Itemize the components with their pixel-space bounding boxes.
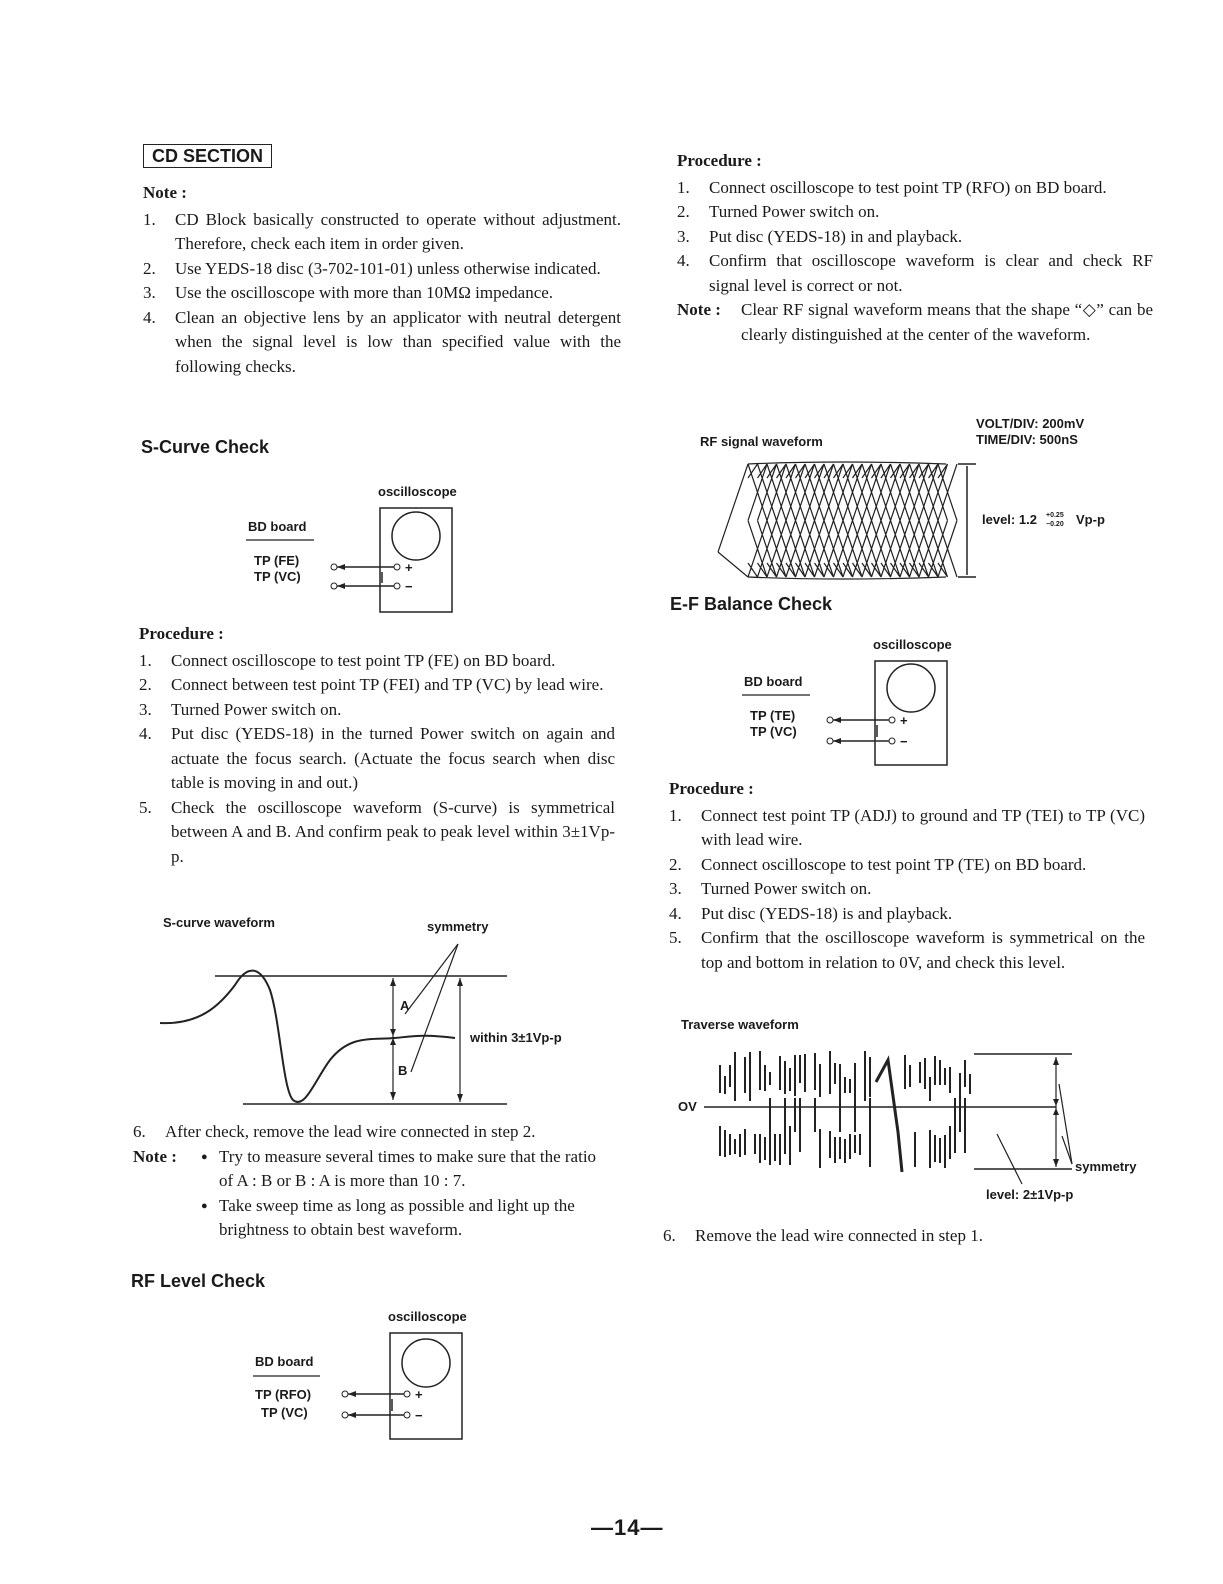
list-item: 5. Check the oscilloscope waveform (S-curve) is symmetrical between A and B. And confirm peak to peak level within 3±1Vp-p. [139,797,615,866]
rflevel-note-text: Clear RF signal waveform means that the shape “◇” can be clearly distinguished at the center of the waveform. [741,300,1153,344]
tp-te-label: TP (TE) [750,708,796,723]
list-item: 4. Put disc (YEDS-18) is and playback. [669,903,953,923]
list-item: 1. Connect oscilloscope to test point TP (RFO) on BD board. [677,177,1107,197]
svg-text:−: − [415,1408,423,1423]
traverse-waveform-title: Traverse waveform [681,1017,799,1032]
svg-text:+: + [405,560,413,575]
ov-label: OV [678,1099,697,1114]
volt-div-label: VOLT/DIV: 200mV [976,416,1085,431]
list-item: 5. Confirm that the oscilloscope waveform is symmetrical on the top and bottom in relation to 0V, and check this level. [669,928,1145,972]
efbalance-after-check [663,1224,1143,1249]
rf-level-label: level: 1.2 [982,512,1037,527]
scurve-steps [139,649,615,870]
svg-text:−: − [900,734,908,749]
note-bullet: ● Try to measure several times to make sure that the ratio of A : B or B : A is more than 10 : 7. [201,1145,613,1194]
svg-text:+: + [900,713,908,728]
tp-fe-label: TP (FE) [254,553,300,568]
svg-text:−: − [405,579,413,594]
rflevel-title: RF Level Check [131,1271,266,1291]
note-label: Note : [133,1146,177,1166]
list-item: 2. Use YEDS-18 disc (3-702-101-01) unless otherwise indicated. [143,258,601,278]
general-notes [143,181,621,379]
traverse-waveform-diagram [676,1012,1146,1212]
scurve-procedure [139,622,615,869]
list-item: 6. Remove the lead wire connected in step 1. [663,1226,983,1245]
list-item: 3. Use the oscilloscope with more than 10MΩ impedance. [143,283,554,302]
oscilloscope-label: oscilloscope [378,484,457,499]
oscilloscope-icon [390,1333,462,1439]
scurve-after-check [133,1120,613,1243]
rf-level-unit: Vp-p [1076,512,1105,527]
note-label: Note : [677,300,721,319]
list-item: 2. Turned Power switch on. [677,202,880,221]
efbalance-procedure [669,777,1145,975]
tp-vc-label: TP (VC) [261,1405,308,1420]
section-title-box [143,146,272,167]
list-item: 4. Confirm that oscilloscope waveform is clear and check RF signal level is correct or not. [677,251,1153,295]
tp-rfo-label: TP (RFO) [255,1387,312,1402]
efbalance-connection-diagram [738,633,968,773]
rflevel-note [677,298,1153,347]
rf-waveform-title: RF signal waveform [700,434,823,449]
scurve-waveform-diagram [155,910,595,1115]
rf-eye-pattern [718,462,957,579]
scurve-waveform-title: S-curve waveform [163,915,275,930]
bd-board-label: BD board [744,674,803,689]
scurve-title: S-Curve Check [141,437,270,457]
list-item: 4. Clean an objective lens by an applicator with neutral detergent when the signal level is low than specified value with the following checks. [143,307,621,376]
list-item: 3. Turned Power switch on. [139,699,342,719]
procedure-label: Procedure : [139,624,224,643]
tp-vc-label: TP (VC) [750,724,797,739]
traverse-level-label: level: 2±1Vp-p [986,1187,1074,1202]
traverse-bars [720,1051,970,1168]
symmetry-label: symmetry [1075,1159,1137,1174]
list-item: 3. Turned Power switch on. [669,879,872,898]
efbalance-steps [669,804,1145,976]
scurve-note [133,1145,613,1243]
section-title: CD SECTION [143,144,272,168]
time-div-label: TIME/DIV: 500nS [976,432,1078,447]
rf-level-tol-minus: −0.20 [1046,521,1064,528]
procedure-label: Procedure : [669,779,754,798]
list-item: 1. Connect oscilloscope to test point TP (FE) on BD board. [139,650,556,670]
bd-board-label: BD board [255,1354,314,1369]
b-label: B [398,1063,408,1078]
scurve-connection-diagram [240,480,470,620]
list-item: 2. Connect between test point TP (FEI) and TP (VC) by lead wire. [139,675,604,694]
tp-vc-label: TP (VC) [254,569,301,584]
bd-board-label: BD board [248,519,307,534]
within-label: within 3±1Vp-p [470,1030,562,1045]
list-item: 2. Connect oscilloscope to test point TP (TE) on BD board. [669,854,1087,874]
list-item: 1. Connect test point TP (ADJ) to ground and TP (TEI) to TP (VC) with lead wire. [669,805,1145,849]
list-item: 3. Put disc (YEDS-18) in and playback. [677,226,963,246]
note-bullet: ● Take sweep time as long as possible and light up the brightness to obtain best waveform. [201,1194,613,1243]
symmetry-label: symmetry [427,919,489,934]
rflevel-connection-diagram [248,1305,478,1445]
page-number: —14— [591,1515,664,1540]
oscilloscope-icon [875,661,947,765]
rf-level-tol-plus: +0.25 [1046,512,1064,519]
list-item: 4. Put disc (YEDS-18) in the turned Power switch on again and actuate the focus search. (Actuate the focus search when disc table is moving in and out.) [139,724,615,792]
list-item: 6. After check, remove the lead wire connected in step 2. [133,1122,536,1141]
scurve-step-6 [133,1120,613,1145]
rflevel-steps [677,176,1153,299]
oscilloscope-label: oscilloscope [873,637,952,652]
oscilloscope-label: oscilloscope [388,1309,467,1324]
notes-list [143,208,621,380]
rf-eye-lines [718,464,957,577]
a-label: A [400,998,410,1013]
procedure-label: Procedure : [677,151,762,170]
rflevel-procedure [677,149,1153,347]
notes-label: Note : [143,183,187,202]
traverse-bar-lines [720,1051,970,1168]
rf-waveform-diagram [700,412,1130,587]
efbalance-step-6 [663,1224,1143,1249]
efbalance-title: E-F Balance Check [670,594,833,614]
list-item: 1. CD Block basically constructed to operate without adjustment. Therefore, check each item in order given. [143,209,621,253]
svg-text:+: + [415,1387,423,1402]
